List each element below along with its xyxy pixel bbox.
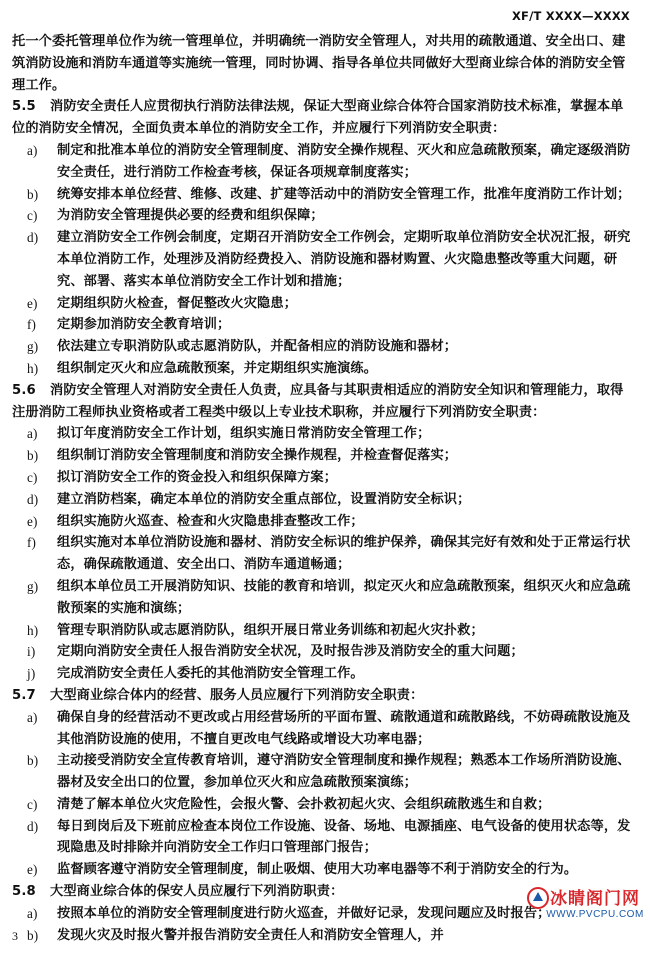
list-item-text: 为消防安全管理提供必要的经费和组织保障； [57, 208, 324, 224]
list-item-text: 每日到岗后及下班前应检查本岗位工作设施、设备、场地、电源插座、电气设备的使用状态等，发现隐患及时排除并向消防安全工作归口管理部门报告； [57, 818, 631, 856]
sections-container [12, 96, 632, 946]
list-item-text: 完成消防安全责任人委托的其他消防安全管理工作。 [57, 666, 364, 682]
section-text: 消防安全管理人对消防安全责任人负责，应具备与其职责相适应的消防安全知识和管理能力，取得注册消防工程师执业资格或者工程类中级以上专业技术职称，并应履行下列消防安全职责： [12, 382, 624, 420]
list-item-text: 主动接受消防安全宣传教育培训，遵守消防安全管理制度和操作规程；熟悉本工作场所消防设施、器材及安全出口的位置，参加单位灭火和应急疏散预案演练； [57, 753, 631, 791]
list-item-text: 拟订消防安全工作的资金投入和组织保障方案； [57, 469, 338, 485]
section-number: 5.7 [12, 687, 36, 703]
list-item-text: 建立消防安全工作例会制度，定期召开消防安全工作例会，定期听取单位消防安全状况汇报，研究本单位消防工作，处理涉及消防经费投入、消防设施和器材购置、火灾隐患整改等重大问题，研究、部署、落实本单位消防安全工作计划和措施； [57, 230, 631, 289]
document-code: XF/T XXXX—XXXX [511, 9, 630, 23]
list-item [12, 816, 632, 860]
document-body [12, 31, 632, 946]
list-item-marker: i) [27, 644, 36, 660]
list-item [12, 358, 632, 380]
list-item [12, 467, 632, 489]
list-item-text: 组织制定灭火和应急疏散预案，并定期组织实施演练。 [57, 360, 378, 376]
list-item-text: 依法建立专职消防队或志愿消防队，并配备相应的消防设施和器材； [57, 339, 458, 355]
list-item-marker: a) [27, 709, 38, 725]
list-item-text: 确保自身的经营活动不更改或占用经营场所的平面布置、疏散通道和疏散路线，不妨碍疏散设施及其他消防设施的使用，不擅自更改电气线路或增设大功率电器； [57, 709, 631, 747]
list-item [12, 663, 632, 685]
list-item-marker: h) [27, 360, 39, 376]
section-number: 5.6 [12, 382, 36, 398]
list-item-marker: d) [27, 818, 39, 834]
list-item-marker: a) [27, 142, 38, 158]
list-item [12, 511, 632, 533]
list-item-marker: c) [27, 469, 38, 485]
list-item-marker: b) [27, 927, 39, 943]
list-item-marker: f) [27, 317, 37, 333]
section-5-7 [12, 685, 632, 707]
list-item-marker: c) [27, 208, 38, 224]
list-item-marker: j) [27, 666, 36, 682]
list-item-text: 监督顾客遵守消防安全管理制度，制止吸烟、使用大功率电器等不利于消防安全的行为。 [57, 862, 578, 878]
list-item-text: 定期参加消防安全教育培训； [57, 317, 231, 333]
list-item-marker: c) [27, 796, 38, 812]
list-item [12, 489, 632, 511]
section-5-5 [12, 96, 632, 140]
list-item-text: 管理专职消防队或志愿消防队，组织开展日常业务训练和初起火灾扑救； [57, 622, 484, 638]
list-item [12, 423, 632, 445]
list-item [12, 227, 632, 292]
section-text: 大型商业综合体的保安人员应履行下列消防职责： [50, 884, 344, 900]
list-item-marker: d) [27, 491, 39, 507]
section-number: 5.5 [12, 99, 36, 115]
list-item-text: 统筹安排本单位经营、维修、改建、扩建等活动中的消防安全管理工作，批准年度消防工作计划； [57, 186, 631, 202]
list-item [12, 205, 632, 227]
list-item [12, 140, 632, 184]
list-item-text: 组织制订消防安全管理制度和消防安全操作规程，并检查督促落实； [57, 448, 458, 464]
list-item-text: 建立消防档案，确定本单位的消防安全重点部位，设置消防安全标识； [57, 491, 471, 507]
list-item-marker: b) [27, 753, 39, 769]
list-item-text: 按照本单位的消防安全管理制度进行防火巡查，并做好记录，发现问题应及时报告； [57, 905, 551, 921]
site-watermark [524, 884, 644, 932]
list-item-marker: a) [27, 905, 38, 921]
list-item [12, 641, 632, 663]
list-item [12, 620, 632, 642]
list-item-text: 组织本单位员工开展消防知识、技能的教育和培训，拟定灭火和应急疏散预案，组织灭火和应急疏散预案的实施和演练； [57, 578, 631, 616]
list-item [12, 445, 632, 467]
section-text: 消防安全责任人应贯彻执行消防法律法规，保证大型商业综合体符合国家消防技术标准，掌握本单位的消防安全情况，全面负责本单位的消防安全工作，并应履行下列消防安全职责： [12, 99, 624, 137]
list-item-marker: a) [27, 426, 38, 442]
list-item-text: 组织实施防火巡查、检查和火灾隐患排查整改工作； [57, 513, 364, 529]
list-item [12, 576, 632, 620]
list-item-marker: e) [27, 295, 38, 311]
watermark-brand: 冰睛阁门网 [550, 889, 640, 909]
section-text: 大型商业综合体内的经营、服务人员应履行下列消防安全职责： [50, 687, 424, 703]
list-item-text: 拟订年度消防安全工作计划，组织实施日常消防安全管理工作； [57, 426, 431, 442]
list-item [12, 859, 632, 881]
list-item-marker: g) [27, 578, 39, 594]
list-item [12, 184, 632, 206]
watermark-url: WWW.PVCPU.COM [546, 909, 644, 920]
list-item-text: 组织实施对本单位消防设施和器材、消防安全标识的维护保养，确保其完好有效和处于正常运行状态，确保疏散通道、安全出口、消防车通道畅通； [57, 535, 631, 573]
list-item-text: 发现火灾及时报火警并报告消防安全责任人和消防安全管理人，并 [57, 927, 444, 943]
watermark-logo-icon [526, 886, 550, 910]
list-item [12, 707, 632, 751]
list-item-marker: b) [27, 186, 39, 202]
list-item [12, 532, 632, 576]
list-item-text: 制定和批准本单位的消防安全管理制度、消防安全操作规程、灭火和应急疏散预案，确定逐级消防安全责任，进行消防工作检查考核，保证各项规章制度落实； [57, 142, 631, 180]
section-number: 5.8 [12, 884, 36, 900]
page-number: 3 [12, 929, 18, 943]
list-item [12, 750, 632, 794]
list-item-marker: g) [27, 339, 39, 355]
list-item-marker: f) [27, 535, 37, 551]
list-item-marker: d) [27, 230, 39, 246]
intro-paragraph: 托一个委托管理单位作为统一管理单位，并明确统一消防安全管理人，对共用的疏散通道、安全出口、建筑消防设施和消防车通道等实施统一管理，同时协调、指导各单位共同做好大型商业综合体的消防安全管理工作。 [12, 34, 626, 93]
list-item [12, 336, 632, 358]
list-item [12, 293, 632, 315]
list-item-text: 定期向消防安全责任人报告消防安全状况，及时报告涉及消防安全的重大问题； [57, 644, 524, 660]
list-item [12, 314, 632, 336]
section-5-6 [12, 380, 632, 424]
list-item-marker: e) [27, 862, 38, 878]
list-item-text: 定期组织防火检查，督促整改火灾隐患； [57, 295, 298, 311]
list-item-marker: b) [27, 448, 39, 464]
list-item-marker: e) [27, 513, 38, 529]
list-item-marker: h) [27, 622, 39, 638]
list-item-text: 清楚了解本单位火灾危险性，会报火警、会扑救初起火灾、会组织疏散逃生和自救； [57, 796, 551, 812]
list-item [12, 794, 632, 816]
